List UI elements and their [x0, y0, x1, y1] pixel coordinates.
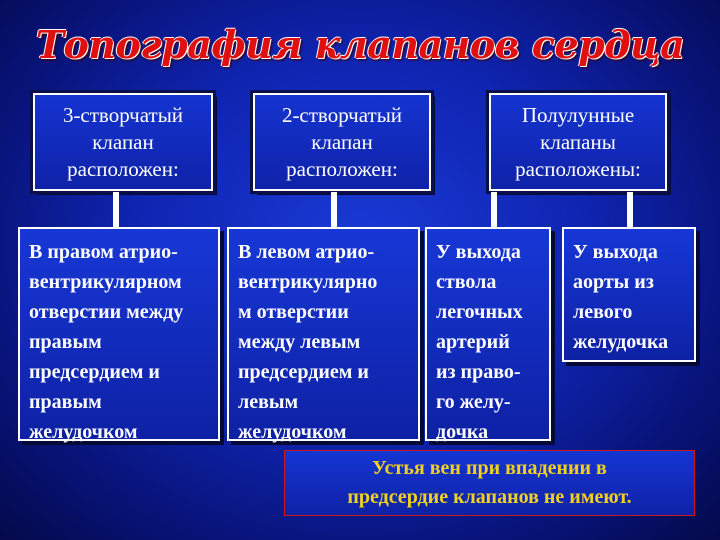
detail-line: В левом атрио- [238, 241, 375, 263]
header-line: расположены: [515, 156, 641, 181]
header-tricuspid-valve [33, 93, 213, 191]
header-line: клапан [92, 129, 154, 154]
header-line: 2-створчатый [281, 102, 403, 127]
note-line: Устья вен при впадении в [372, 457, 607, 479]
detail-line: предсердием и [29, 361, 160, 383]
detail-line: из право- [436, 361, 521, 383]
detail-line: левого [573, 301, 633, 323]
detail-line: вентрикулярном [29, 271, 182, 293]
detail-aortic-valve-location [562, 227, 696, 362]
slide-title: Топография клапанов сердца [35, 22, 685, 67]
detail-line: В правом атрио- [29, 241, 178, 263]
connector-line [491, 192, 497, 227]
header-mitral-valve [253, 93, 431, 191]
detail-line: вентрикулярно [238, 271, 378, 293]
detail-line: правым [29, 391, 102, 413]
detail-line: правым [29, 331, 102, 353]
vein-openings-note [284, 450, 695, 516]
detail-line: го желу- [436, 391, 511, 413]
header-line: 3-створчатый [62, 102, 184, 127]
header-line: Полулунные [521, 102, 635, 127]
detail-line: легочных [436, 301, 523, 323]
note-line: предсердие клапанов не имеют. [347, 486, 632, 508]
detail-line: предсердием и [238, 361, 369, 383]
detail-line: между левым [238, 331, 361, 353]
detail-line: артерий [436, 331, 510, 353]
detail-line: желудочком [238, 421, 347, 443]
detail-line: отверстии между [29, 301, 184, 323]
detail-line: желудочка [573, 331, 669, 353]
detail-tricuspid-location [18, 227, 220, 441]
detail-line: У выхода [573, 241, 658, 263]
detail-line: У выхода [436, 241, 521, 263]
detail-line: аорты из [573, 271, 654, 293]
connector-line [331, 192, 337, 227]
connector-line [113, 192, 119, 227]
detail-pulmonary-valve-location [425, 227, 551, 441]
header-line: расположен: [286, 156, 398, 181]
detail-line: м отверстии [238, 301, 349, 323]
detail-line: левым [238, 391, 299, 413]
detail-mitral-location [227, 227, 420, 441]
header-line: расположен: [67, 156, 179, 181]
detail-line: дочка [436, 421, 489, 443]
header-semilunar-valves [489, 93, 667, 191]
connector-line [627, 192, 633, 227]
detail-line: желудочком [29, 421, 138, 443]
header-line: клапаны [540, 129, 616, 154]
detail-line: ствола [436, 271, 497, 293]
header-line: клапан [311, 129, 373, 154]
